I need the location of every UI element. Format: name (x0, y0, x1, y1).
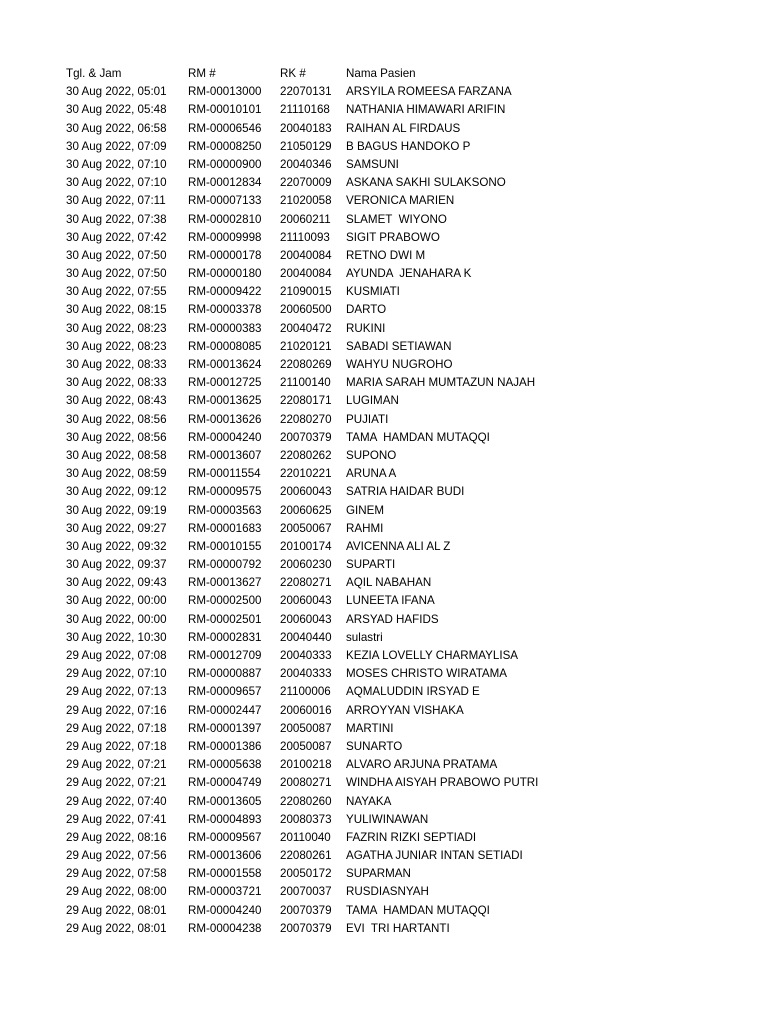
row-date-time: 29 Aug 2022, 07:21 (66, 776, 167, 790)
row-date-time: 30 Aug 2022, 08:33 (66, 376, 167, 390)
table-body (66, 83, 646, 938)
row-rm-number: RM-00001386 (188, 739, 262, 753)
row-date-time: 29 Aug 2022, 08:01 (66, 903, 167, 917)
row-patient-name: PUJIATI (346, 412, 389, 426)
row-rk-number: 22080261 (280, 849, 332, 863)
row-patient-name: WINDHA AISYAH PRABOWO PUTRI (346, 776, 539, 790)
row-rm-number: RM-00002447 (188, 703, 262, 717)
table-row (66, 411, 646, 429)
table-row (66, 702, 646, 720)
table-row (66, 247, 646, 265)
row-rk-number: 20060043 (280, 594, 332, 608)
row-rm-number: RM-00013606 (188, 849, 262, 863)
row-patient-name: FAZRIN RIZKI SEPTIADI (346, 830, 477, 844)
table-row (66, 83, 646, 101)
row-rk-number: 20110040 (280, 830, 331, 844)
row-patient-name: KUSMIATI (346, 285, 400, 299)
row-patient-name: MARIA SARAH MUMTAZUN NAJAH (346, 376, 536, 390)
row-rm-number: RM-00000900 (188, 157, 262, 171)
row-date-time: 30 Aug 2022, 08:59 (66, 467, 167, 481)
row-date-time: 30 Aug 2022, 08:15 (66, 303, 167, 317)
table-row (66, 211, 646, 229)
row-rk-number: 22080260 (280, 794, 332, 808)
table-row (66, 265, 646, 283)
row-date-time: 29 Aug 2022, 07:18 (66, 721, 167, 735)
row-rk-number: 20070379 (280, 921, 332, 935)
row-date-time: 30 Aug 2022, 08:23 (66, 321, 167, 335)
row-date-time: 30 Aug 2022, 09:37 (66, 558, 167, 572)
table-row (66, 156, 646, 174)
row-date-time: 29 Aug 2022, 08:01 (66, 921, 167, 935)
row-rm-number: RM-00004240 (188, 430, 262, 444)
table-row (66, 811, 646, 829)
row-date-time: 30 Aug 2022, 07:50 (66, 267, 167, 281)
row-rk-number: 20040183 (280, 121, 332, 135)
row-rk-number: 20060043 (280, 485, 332, 499)
table-row (66, 465, 646, 483)
row-rk-number: 20060230 (280, 558, 332, 572)
table-row (66, 592, 646, 610)
table-row (66, 447, 646, 465)
row-rk-number: 20040346 (280, 157, 332, 171)
row-rk-number: 21090015 (280, 285, 332, 299)
row-rk-number: 20040084 (280, 248, 332, 262)
row-rm-number: RM-00011554 (188, 467, 261, 481)
row-patient-name: SATRIA HAIDAR BUDI (346, 485, 465, 499)
row-rk-number: 22070131 (280, 85, 332, 99)
row-patient-name: VERONICA MARIEN (346, 194, 455, 208)
row-rm-number: RM-00002500 (188, 594, 262, 608)
row-date-time: 30 Aug 2022, 08:58 (66, 448, 167, 462)
row-rm-number: RM-00007133 (188, 194, 262, 208)
patient-table (66, 65, 646, 938)
row-rm-number: RM-00003721 (188, 885, 262, 899)
table-row (66, 138, 646, 156)
table-row (66, 847, 646, 865)
row-rk-number: 20070379 (280, 903, 332, 917)
row-rm-number: RM-00004893 (188, 812, 262, 826)
row-rm-number: RM-00013605 (188, 794, 262, 808)
row-date-time: 29 Aug 2022, 07:56 (66, 849, 167, 863)
row-date-time: 30 Aug 2022, 07:09 (66, 139, 167, 153)
row-rm-number: RM-00001683 (188, 521, 262, 535)
row-patient-name: SABADI SETIAWAN (346, 339, 452, 353)
table-row (66, 229, 646, 247)
table-row (66, 556, 646, 574)
row-date-time: 29 Aug 2022, 07:08 (66, 649, 167, 662)
row-patient-name: ARUNA A (346, 467, 397, 481)
row-date-time: 29 Aug 2022, 07:58 (66, 867, 167, 881)
row-patient-name: AGATHA JUNIAR INTAN SETIADI (346, 849, 523, 863)
row-rm-number: RM-00003563 (188, 503, 262, 517)
row-patient-name: RUSDIASNYAH (346, 885, 429, 899)
table-row (66, 283, 646, 301)
row-rm-number: RM-00009657 (188, 685, 262, 699)
row-rm-number: RM-00012834 (188, 176, 262, 190)
table-row (66, 356, 646, 374)
row-rk-number: 22080271 (280, 576, 332, 590)
row-patient-name: AVICENNA ALI AL Z (346, 539, 451, 553)
row-date-time: 30 Aug 2022, 08:43 (66, 394, 167, 408)
row-patient-name: RAIHAN AL FIRDAUS (346, 121, 461, 135)
table-row (66, 865, 646, 883)
row-date-time: 29 Aug 2022, 07:10 (66, 667, 167, 681)
row-patient-name: LUNEETA IFANA (346, 594, 435, 608)
row-rm-number: RM-00012725 (188, 376, 262, 390)
row-date-time: 30 Aug 2022, 00:00 (66, 594, 167, 608)
table-row (66, 301, 646, 319)
row-date-time: 30 Aug 2022, 07:10 (66, 157, 167, 171)
row-date-time: 30 Aug 2022, 05:48 (66, 103, 167, 117)
row-patient-name: NAYAKA (346, 794, 392, 808)
row-rk-number: 20060500 (280, 303, 332, 317)
row-rm-number: RM-00010155 (188, 539, 262, 553)
row-patient-name: SUPARTI (346, 558, 396, 572)
row-rk-number: 20040440 (280, 630, 332, 644)
row-patient-name: MARTINI (346, 721, 394, 735)
header-date-time: Tgl. & Jam (66, 67, 122, 80)
row-patient-name: SIGIT PRABOWO (346, 230, 440, 244)
row-rk-number: 22080269 (280, 358, 332, 371)
table-row (66, 429, 646, 447)
header-patient-name: Nama Pasien (346, 67, 416, 80)
row-rm-number: RM-00000178 (188, 248, 262, 262)
table-header-row (66, 65, 646, 83)
row-rk-number: 21100140 (280, 376, 331, 390)
row-patient-name: SAMSUNI (346, 157, 399, 171)
row-rk-number: 21020121 (280, 339, 332, 353)
row-rk-number: 22010221 (280, 467, 332, 481)
table-row (66, 793, 646, 811)
row-date-time: 30 Aug 2022, 07:10 (66, 176, 167, 190)
row-rm-number: RM-00008250 (188, 139, 262, 153)
row-rm-number: RM-00002831 (188, 630, 262, 644)
row-patient-name: AQIL NABAHAN (346, 576, 432, 590)
table-row (66, 101, 646, 119)
row-rm-number: RM-00004749 (188, 776, 262, 790)
row-rm-number: RM-00001397 (188, 721, 262, 735)
row-rm-number: RM-00009422 (188, 285, 262, 299)
row-date-time: 30 Aug 2022, 06:58 (66, 121, 167, 135)
table-row (66, 647, 646, 665)
header-rk-number: RK # (280, 67, 306, 80)
row-patient-name: SUPONO (346, 448, 397, 462)
row-rk-number: 21020058 (280, 194, 332, 208)
table-row (66, 502, 646, 520)
table-row (66, 320, 646, 338)
row-rk-number: 22080270 (280, 412, 332, 426)
row-patient-name: SUNARTO (346, 739, 403, 753)
table-row (66, 174, 646, 192)
table-row (66, 483, 646, 501)
row-rk-number: 20060043 (280, 612, 332, 626)
row-patient-name: ASKANA SAKHI SULAKSONO (346, 176, 506, 190)
table-row (66, 883, 646, 901)
row-rm-number: RM-00012709 (188, 649, 262, 662)
row-patient-name: GINEM (346, 503, 385, 517)
row-rm-number: RM-00013625 (188, 394, 262, 408)
row-date-time: 29 Aug 2022, 07:18 (66, 739, 167, 753)
row-patient-name: B BAGUS HANDOKO P (346, 139, 471, 153)
row-patient-name: EVI TRI HARTANTI (346, 921, 450, 935)
row-date-time: 30 Aug 2022, 07:38 (66, 212, 167, 226)
row-date-time: 30 Aug 2022, 07:42 (66, 230, 167, 244)
table-row (66, 338, 646, 356)
row-patient-name: DARTO (346, 303, 387, 317)
row-rm-number: RM-00008085 (188, 339, 262, 353)
row-rk-number: 20100174 (280, 539, 332, 553)
row-rk-number: 20040333 (280, 649, 332, 662)
row-rm-number: RM-00003378 (188, 303, 262, 317)
row-patient-name: AQMALUDDIN IRSYAD E (346, 685, 480, 699)
row-rk-number: 20070379 (280, 430, 332, 444)
row-rk-number: 20050087 (280, 721, 332, 735)
row-date-time: 30 Aug 2022, 07:55 (66, 285, 167, 299)
row-rk-number: 21110093 (280, 230, 330, 244)
row-patient-name: TAMA HAMDAN MUTAQQI (346, 903, 490, 917)
row-date-time: 29 Aug 2022, 08:16 (66, 830, 167, 844)
row-patient-name: ARSYILA ROMEESA FARZANA (346, 85, 512, 99)
row-patient-name: ARROYYAN VISHAKA (346, 703, 464, 717)
row-date-time: 29 Aug 2022, 07:41 (66, 812, 167, 826)
row-date-time: 30 Aug 2022, 07:50 (66, 248, 167, 262)
row-rk-number: 20050172 (280, 867, 332, 881)
row-rm-number: RM-00005638 (188, 758, 262, 772)
row-patient-name: AYUNDA JENAHARA K (346, 267, 472, 281)
row-rm-number: RM-00013627 (188, 576, 262, 590)
row-rm-number: RM-00013000 (188, 85, 262, 99)
row-date-time: 29 Aug 2022, 07:16 (66, 703, 167, 717)
row-patient-name: RUKINI (346, 321, 386, 335)
row-patient-name: TAMA HAMDAN MUTAQQI (346, 430, 490, 444)
row-rm-number: RM-00000180 (188, 267, 262, 281)
row-date-time: 30 Aug 2022, 07:11 (66, 194, 166, 208)
row-rk-number: 20070037 (280, 885, 332, 899)
table-row (66, 665, 646, 683)
row-date-time: 29 Aug 2022, 08:00 (66, 885, 167, 899)
row-patient-name: LUGIMAN (346, 394, 399, 408)
table-row (66, 120, 646, 138)
row-date-time: 30 Aug 2022, 08:33 (66, 358, 167, 371)
row-rk-number: 20040084 (280, 267, 332, 281)
table-row (66, 738, 646, 756)
row-date-time: 30 Aug 2022, 08:56 (66, 430, 167, 444)
row-patient-name: KEZIA LOVELLY CHARMAYLISA (346, 649, 519, 662)
row-date-time: 30 Aug 2022, 09:12 (66, 485, 167, 499)
header-rm-number: RM # (188, 67, 216, 80)
row-rm-number: RM-00001558 (188, 867, 262, 881)
row-date-time: 30 Aug 2022, 00:00 (66, 612, 167, 626)
row-rk-number: 21050129 (280, 139, 332, 153)
row-date-time: 30 Aug 2022, 09:32 (66, 539, 167, 553)
table-row (66, 774, 646, 792)
row-rm-number: RM-00006546 (188, 121, 262, 135)
table-row (66, 920, 646, 938)
row-rk-number: 20040333 (280, 667, 332, 681)
table-row (66, 756, 646, 774)
row-rk-number: 20060625 (280, 503, 332, 517)
table-row (66, 720, 646, 738)
row-rk-number: 21100006 (280, 685, 331, 699)
row-date-time: 30 Aug 2022, 10:30 (66, 630, 167, 644)
row-rk-number: 20080373 (280, 812, 332, 826)
row-rk-number: 20040472 (280, 321, 332, 335)
row-rm-number: RM-00000383 (188, 321, 262, 335)
row-rm-number: RM-00013624 (188, 358, 262, 371)
row-rk-number: 20080271 (280, 776, 332, 790)
row-rm-number: RM-00013607 (188, 448, 262, 462)
row-patient-name: sulastri (346, 630, 383, 644)
row-patient-name: ARSYAD HAFIDS (346, 612, 439, 626)
row-date-time: 30 Aug 2022, 05:01 (66, 85, 167, 99)
table-row (66, 374, 646, 392)
row-rk-number: 21110168 (280, 103, 330, 117)
row-rk-number: 20060016 (280, 703, 332, 717)
row-patient-name: MOSES CHRISTO WIRATAMA (346, 667, 508, 681)
table-row (66, 538, 646, 556)
row-rm-number: RM-00009567 (188, 830, 262, 844)
row-rk-number: 20050067 (280, 521, 332, 535)
row-patient-name: SUPARMAN (346, 867, 411, 881)
row-rm-number: RM-00010101 (188, 103, 262, 117)
table-row (66, 629, 646, 647)
table-row (66, 611, 646, 629)
row-rm-number: RM-00002810 (188, 212, 262, 226)
row-rm-number: RM-00009998 (188, 230, 262, 244)
table-row (66, 683, 646, 701)
row-patient-name: WAHYU NUGROHO (346, 358, 453, 371)
row-rm-number: RM-00000792 (188, 558, 262, 572)
row-patient-name: RAHMI (346, 521, 384, 535)
row-patient-name: NATHANIA HIMAWARI ARIFIN (346, 103, 506, 117)
row-rk-number: 22070009 (280, 176, 332, 190)
table-row (66, 902, 646, 920)
row-patient-name: YULIWINAWAN (346, 812, 429, 826)
row-rm-number: RM-00004238 (188, 921, 262, 935)
row-date-time: 29 Aug 2022, 07:21 (66, 758, 167, 772)
table-row (66, 574, 646, 592)
row-date-time: 30 Aug 2022, 08:56 (66, 412, 167, 426)
row-date-time: 30 Aug 2022, 09:19 (66, 503, 167, 517)
table-row (66, 829, 646, 847)
row-date-time: 30 Aug 2022, 09:27 (66, 521, 167, 535)
table-row (66, 392, 646, 410)
row-rk-number: 22080262 (280, 448, 332, 462)
table-row (66, 192, 646, 210)
row-date-time: 29 Aug 2022, 07:40 (66, 794, 167, 808)
row-date-time: 30 Aug 2022, 09:43 (66, 576, 167, 590)
row-patient-name: ALVARO ARJUNA PRATAMA (346, 758, 498, 772)
table-row (66, 520, 646, 538)
row-rm-number: RM-00004240 (188, 903, 262, 917)
row-rm-number: RM-00009575 (188, 485, 262, 499)
row-patient-name: RETNO DWI M (346, 248, 426, 262)
row-rk-number: 20060211 (280, 212, 331, 226)
row-date-time: 29 Aug 2022, 07:13 (66, 685, 167, 699)
row-rm-number: RM-00002501 (188, 612, 262, 626)
row-rk-number: 22080171 (280, 394, 332, 408)
row-rk-number: 20050087 (280, 739, 332, 753)
row-patient-name: SLAMET WIYONO (346, 212, 447, 226)
row-date-time: 30 Aug 2022, 08:23 (66, 339, 167, 353)
row-rk-number: 20100218 (280, 758, 332, 772)
row-rm-number: RM-00013626 (188, 412, 262, 426)
row-rm-number: RM-00000887 (188, 667, 262, 681)
